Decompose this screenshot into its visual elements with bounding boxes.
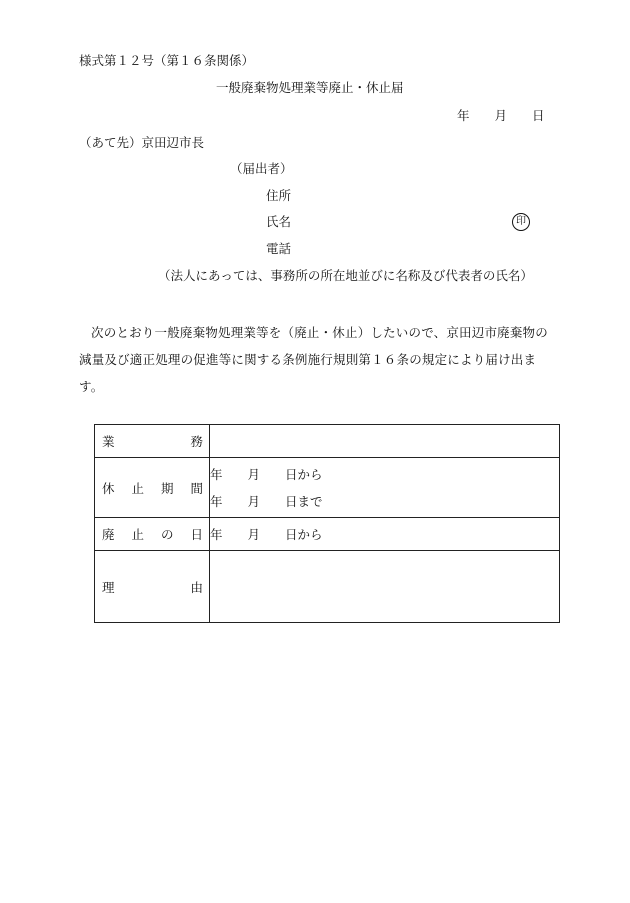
table-row-business [95, 425, 560, 458]
seal-mark: 印 [512, 213, 530, 231]
document-title: 一般廃棄物処理業等廃止・休止届 [216, 80, 404, 95]
business-label: 業 務 [95, 425, 210, 458]
suspension-from: 年 月 日から [210, 466, 323, 482]
table-row-reason [95, 551, 560, 623]
business-value[interactable] [210, 425, 560, 458]
reason-label: 理 由 [95, 551, 210, 623]
abolition-date-value[interactable]: 年 月 日から [210, 518, 560, 551]
name-label: 氏名 [266, 214, 292, 229]
reason-value[interactable] [210, 551, 560, 623]
table-row-suspension [95, 458, 560, 518]
notification-table [94, 424, 560, 623]
abolition-date-label: 廃 止 の 日 [95, 518, 210, 551]
body-paragraph: 次のとおり一般廃棄物処理業等を（廃止・休止）したいので、京田辺市廃棄物の減量及び適正処理の促進等に関する条例施行規則第１６条の規定により届け出ます。 [79, 325, 548, 394]
addressee: （あて先）京田辺市長 [79, 135, 205, 150]
notifier-heading: （届出者） [230, 161, 293, 176]
suspension-period-label: 休 止 期 間 [95, 458, 210, 518]
date-line: 年 月 日 [457, 108, 545, 123]
corporate-note: （法人にあっては、事務所の所在地並びに名称及び代表者の氏名） [158, 268, 533, 283]
suspension-period-value[interactable] [210, 458, 560, 518]
form-number: 様式第１２号（第１６条関係） [79, 53, 255, 68]
address-label: 住所 [266, 188, 292, 203]
phone-label: 電話 [266, 241, 292, 256]
suspension-to: 年 月 日まで [210, 493, 323, 509]
table-row-abolition [95, 518, 560, 551]
